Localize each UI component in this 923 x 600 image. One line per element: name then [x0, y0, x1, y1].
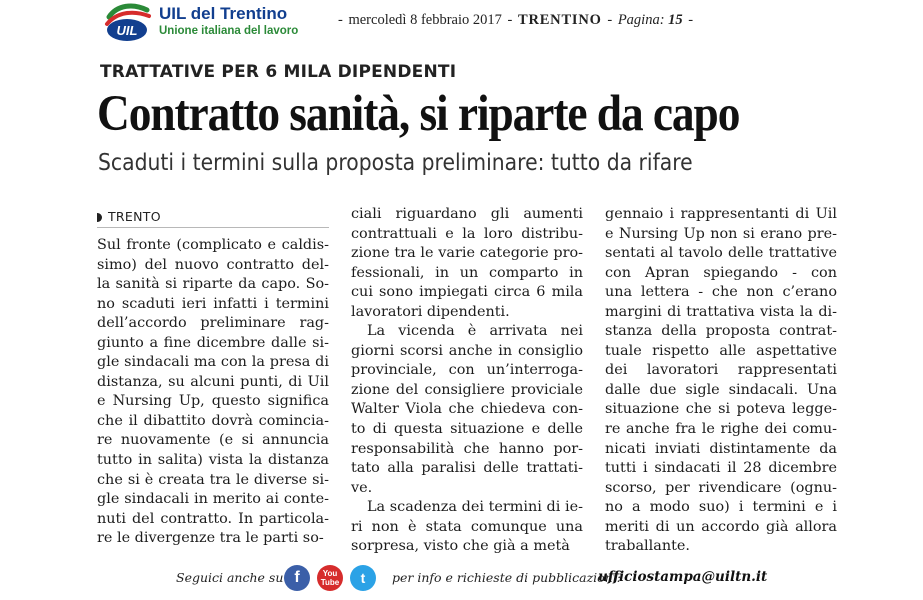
page-number: 15 [668, 12, 683, 28]
article-column-2 [351, 205, 583, 557]
uil-logo-icon [103, 2, 153, 42]
article-headline: Contratto sanità, si riparte da capo [97, 86, 740, 142]
separator: - [338, 12, 343, 28]
separator: - [507, 12, 513, 28]
youtube-icon-glyph: You Tube [320, 569, 340, 587]
uil-logo-text: UIL [116, 23, 138, 38]
article-line: e Nursing Up, questo significa [97, 393, 329, 410]
article-paragraph [605, 205, 837, 557]
article-line: dell’accordo preliminare rag- [97, 315, 329, 332]
separator: - [607, 12, 613, 28]
twitter-icon-glyph: t [360, 570, 366, 586]
page-label: Pagina: [617, 12, 665, 28]
publication-info [336, 12, 695, 29]
article-line: ciali riguardano gli aumenti [351, 206, 583, 222]
article-line: no scaduti ieri infatti i termini [97, 295, 329, 312]
article-line: nicati inviati distintamente da [605, 440, 837, 457]
facebook-icon[interactable] [284, 565, 310, 591]
press-clipping-header [0, 0, 923, 52]
article-line: zione del consigliere proviciale [351, 381, 583, 398]
article-column-3 [605, 205, 837, 557]
article-line: traballante. [605, 538, 690, 555]
article-line: Sul fronte (complicato e caldis- [97, 237, 329, 253]
contact-email-link[interactable]: ufficiostampa@uiltn.it [598, 569, 768, 585]
article-line: Walter Viola che chiedeva con- [351, 401, 583, 418]
article-kicker: TRATTATIVE PER 6 MILA DIPENDENTI [100, 62, 457, 82]
article-line: re anche fra le righe dei comu- [605, 421, 837, 438]
article-paragraph [351, 322, 583, 498]
article-line: situazione che si poteva legge- [605, 401, 837, 418]
youtube-icon[interactable] [317, 565, 343, 591]
separator: - [688, 12, 694, 28]
organization-name: UIL del Trentino [159, 4, 288, 23]
article-line: simo) del nuovo contratto del- [97, 256, 329, 273]
article-line: la sanità si riparte da capo. So- [97, 276, 329, 293]
article-line: con Apran spiegando - con [605, 264, 837, 281]
article-paragraph [351, 498, 583, 557]
article-line: ve. [351, 479, 373, 496]
article-line: e Nursing Up non si erano pre- [605, 225, 837, 242]
article-line: re nuovamente (e si annuncia [97, 432, 329, 449]
article-line: margini di trattativa vista la di- [605, 303, 837, 320]
article-line: tato alla paralisi delle trattati- [351, 460, 583, 477]
article-dateline [97, 209, 329, 228]
article-line: contrattuali e la loro distribu- [351, 225, 583, 242]
article-line: fessionali, in un comparto in [351, 264, 583, 281]
article-column-1 [97, 236, 329, 549]
article-line: scorso, per rivendicare (ognu- [605, 479, 837, 496]
article-line: una lettera - che non c’erano [605, 284, 837, 301]
article-line: stanza della proposta contrat- [605, 323, 837, 340]
dateline-marker-icon [97, 213, 102, 222]
article-paragraph [351, 205, 583, 322]
article-line: tutti i sindacati il 28 dicembre [605, 460, 837, 477]
article-line: re le divergenze tra le parti so- [97, 530, 324, 547]
article-line: to di questa situazione e delle [351, 421, 583, 438]
article-line: meriti di un accordo già allora [605, 518, 837, 535]
article-line: sorpresa, visto che già a metà [351, 538, 570, 555]
article-paragraph [97, 236, 329, 549]
newspaper-name: TRENTINO [517, 12, 602, 28]
dateline-text: TRENTO [108, 209, 161, 224]
article-line: giorni scorsi anche in consiglio [351, 342, 583, 359]
article-line: che si è creata tra le diverse si- [97, 471, 329, 488]
article-line: dei lavoratori rappresentati [605, 362, 837, 379]
article-line: La scadenza dei termini di ie- [367, 499, 583, 516]
article-line: cui sono impiegati circa 6 mila [351, 284, 583, 301]
article-line: responsabilità che hanno por- [351, 440, 583, 457]
article-subheadline: Scaduti i termini sulla proposta preliminare: tutto da rifare [98, 150, 693, 176]
twitter-icon[interactable] [350, 565, 376, 591]
article-line: no a modo suo) i termini e i [605, 499, 837, 516]
article-line: lavoratori dipendenti. [351, 303, 510, 320]
press-clipping-footer [0, 562, 923, 600]
article-line: gle sindacali ma con la presa di [97, 354, 329, 371]
article-line: tutto in salita) vista la distanza [97, 452, 329, 469]
organization-subtitle: Unione italiana del lavoro [159, 25, 299, 37]
article-line: dalle due sigle sindacali. Una [605, 381, 837, 398]
follow-us-text: Seguici anche su [176, 570, 284, 585]
article-line: distanza, su alcuni punti, di Uil [97, 373, 329, 390]
article-line: provinciale, con un’interroga- [351, 362, 583, 379]
article-line: zione tra le varie categorie pro- [351, 245, 583, 262]
article-line: ri non è stata comunque una [351, 518, 583, 535]
article-line: giunto a fine dicembre dalle si- [97, 334, 329, 351]
info-text: per info e richieste di pubblicazioni: [392, 570, 621, 585]
facebook-icon-glyph: f [294, 569, 300, 586]
article-line: che il dibattito dovrà comincia- [97, 412, 329, 429]
article-line: gennaio i rappresentanti di Uil [605, 206, 837, 222]
article-line: gle sindacali in merito ai conte- [97, 491, 329, 508]
article-line: tuale rispetto alle aspettative [605, 342, 837, 359]
publication-date: mercoledì 8 febbraio 2017 [348, 12, 502, 28]
article-line: La vicenda è arrivata nei [367, 323, 583, 340]
article-line: sentati al tavolo delle trattative [605, 245, 837, 262]
article-line: nuti del contratto. In particola- [97, 510, 329, 527]
